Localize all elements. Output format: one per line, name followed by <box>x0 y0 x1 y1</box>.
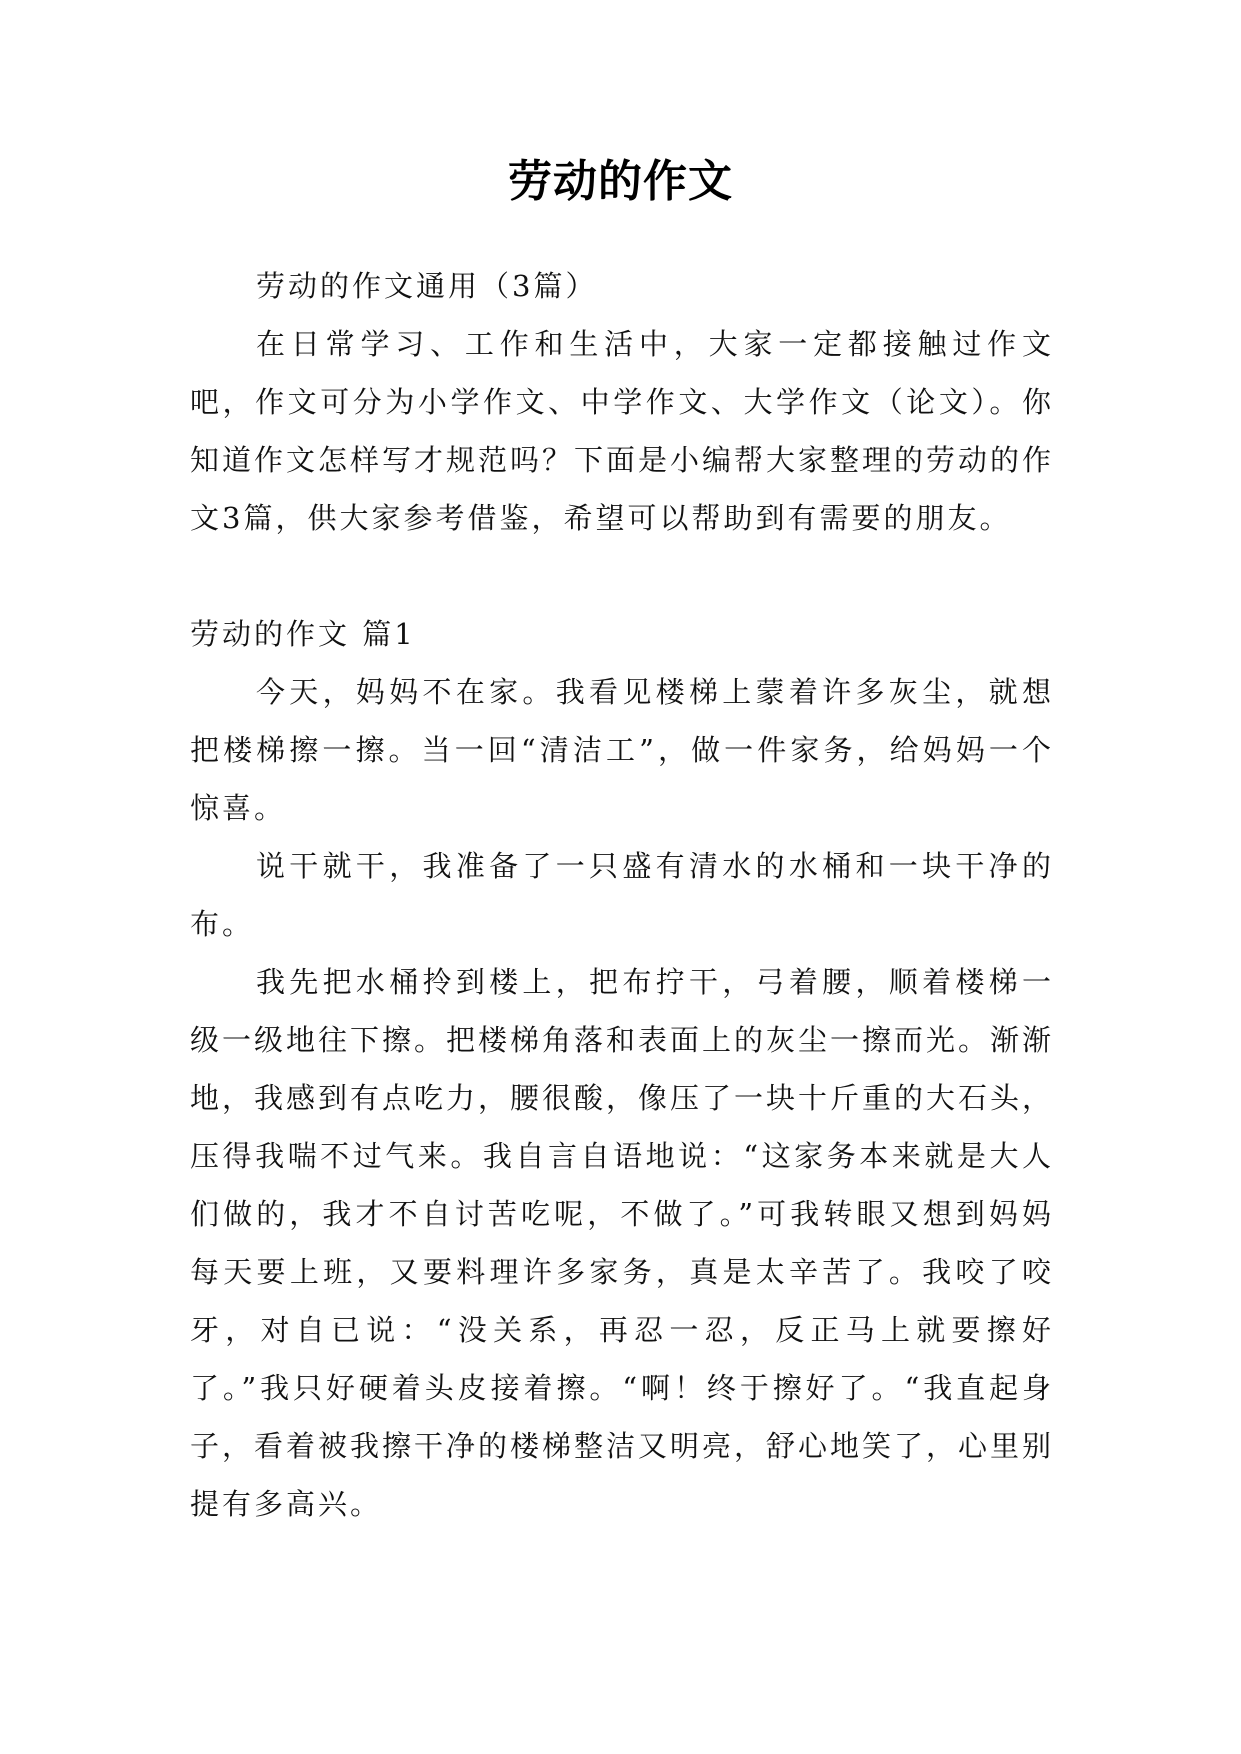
paragraph: 说干就干，我准备了一只盛有清水的水桶和一块干净的布。 <box>190 849 1054 941</box>
intro-paragraph: 在日常学习、工作和生活中，大家一定都接触过作文吧，作文可分为小学作文、中学作文、大学作文（论文）。你知道作文怎样写才规范吗？下面是小编帮大家整理的劳动的作文3篇，供大家参考借鉴，希望可以帮助到有需要的朋友。 <box>190 327 1055 535</box>
document-subtitle: 劳动的作文通用（3篇） <box>256 269 598 303</box>
paragraph: 我先把水桶拎到楼上，把布拧干，弓着腰，顺着楼梯一级一级地往下擦。把楼梯角落和表面上的灰尘一擦而光。渐渐地，我感到有点吃力，腰很酸，像压了一块十斤重的大石头，压得我喘不过气来。我自言自语地说：“这家务本来就是大人们做的，我才不自讨苦吃呢，不做了。”可我转眼又想到妈妈每天要上班，又要料理许多家务，真是太辛苦了。我咬了咬牙，对自已说：“没关系，再忍一忍，反正马上就要擦好了。”我只好硬着头皮接着擦。“啊！终于擦好了。“我直起身子，看着被我擦干净的楼梯整洁又明亮，舒心地笑了，心里别提有多高兴。 <box>190 965 1055 1521</box>
document-title: 劳动的作文 <box>508 156 733 207</box>
paragraph: 今天，妈妈不在家。我看见楼梯上蒙着许多灰尘，就想把楼梯擦一擦。当一回“清洁工”，做一件家务，给妈妈一个惊喜。 <box>190 675 1054 825</box>
section-heading: 劳动的作文 篇1 <box>190 617 416 651</box>
document-body <box>190 257 1054 1533</box>
